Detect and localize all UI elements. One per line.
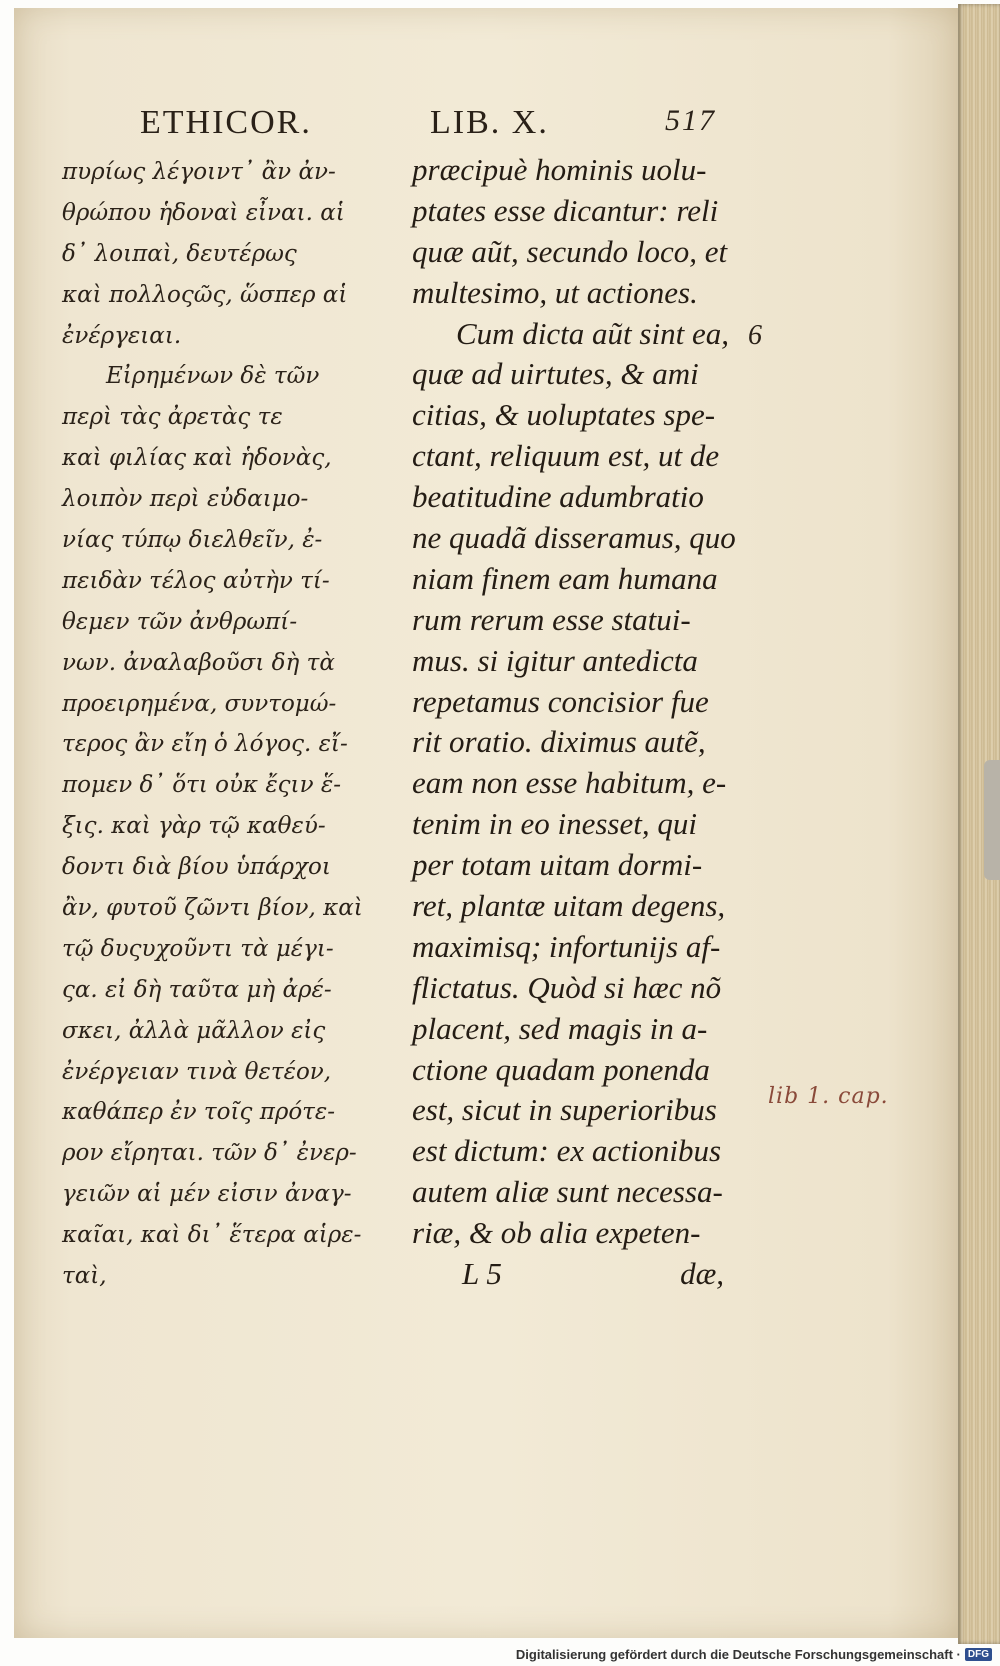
greek-line: σκει, ἀλλὰ μᾶλλον εἰς [62, 1017, 326, 1044]
latin-line: tenim in eo inesset, qui [412, 806, 697, 842]
greek-line: ξις. καὶ γὰρ τῷ καθεύ- [62, 813, 326, 840]
greek-line: ςα. εἰ δὴ ταῦτα μὴ ἀρέ- [62, 976, 332, 1003]
latin-line: rum rerum esse statui- [412, 601, 691, 637]
greek-line: ταὶ, [62, 1263, 107, 1290]
latin-line: eam non esse habitum, e- [412, 765, 727, 801]
latin-line: ctione quadam ponenda [412, 1051, 710, 1087]
greek-line: καθάπερ ἐν τοῖς πρότε- [62, 1099, 336, 1126]
greek-line: ἐνέργειαι. [62, 322, 182, 349]
greek-line: ρον εἴρηται. τῶν δ᾽ ἐνερ- [62, 1140, 357, 1167]
greek-line: δ᾽ λοιπαὶ, δευτέρως [62, 240, 297, 267]
greek-line: πειδὰν τέλος αὐτὴν τί- [62, 567, 330, 594]
greek-line: ἂν, φυτοῦ ζῶντι βίον, καὶ [62, 895, 363, 922]
handwritten-margin-note: lib 1. cap. [768, 1084, 889, 1109]
latin-line: citias, & uoluptates spe- [412, 397, 716, 433]
latin-line: est, sicut in superioribus [412, 1092, 717, 1128]
greek-line: δοντι διὰ βίου ὑπάρχοι [62, 854, 331, 881]
greek-line: τῷ δυςυχοῦντι τὰ μέγι- [62, 935, 334, 962]
catchline [412, 1254, 752, 1295]
greek-line: προειρημένα, συντομώ- [62, 690, 337, 717]
latin-line: placent, sed magis in a- [412, 1010, 708, 1046]
latin-line: mus. si igitur antedicta [412, 642, 698, 678]
greek-line: θεμεν τῶν ἀνθρωπί- [62, 608, 298, 635]
latin-line: niam finem eam humana [412, 560, 718, 596]
dfg-logo: DFG [965, 1648, 992, 1661]
latin-line: rit oratio. diximus autẽ, [412, 724, 706, 760]
latin-line: maximisq; infortunijs af- [412, 928, 721, 964]
latin-line: quæ ad uirtutes, & ami [412, 356, 699, 392]
latin-line: per totam uitam dormi- [412, 847, 703, 883]
latin-column [412, 150, 752, 1295]
latin-line: præcipuè hominis uolu- [412, 152, 707, 187]
greek-line: Εἰρημένων δὲ τῶν [106, 363, 320, 390]
latin-line: multesimo, ut actiones. [412, 274, 698, 310]
greek-line: καὶ φιλίας καὶ ἡδονὰς, [62, 445, 332, 472]
latin-line: riæ, & ob alia expeten- [412, 1215, 701, 1251]
greek-line: νων. ἀναλαβοῦσι δὴ τὰ [62, 649, 335, 676]
digitization-credit [516, 1647, 992, 1662]
latin-line: flictatus. Quòd si hæc nõ [412, 969, 722, 1005]
greek-column [62, 152, 402, 1297]
latin-line: ptates esse dicantur: reli [412, 192, 719, 228]
greek-line: πυρίως λέγοιντ᾽ ἂν ἀν- [62, 159, 336, 185]
signature-mark: L 5 [462, 1256, 502, 1292]
latin-line: Cum dicta aũt sint ea, [456, 315, 729, 351]
greek-line: καὶ πολλοςῶς, ὥσπερ αἱ [62, 281, 348, 308]
running-head-title: ETHICOR. [140, 104, 312, 141]
credit-text: Digitalisierung gefördert durch die Deutsche Forschungsgemeinschaft · [515, 1647, 961, 1662]
greek-line: θρώπου ἡδοναὶ εἶναι. αἱ [62, 199, 345, 226]
latin-line: beatitudine adumbratio [412, 479, 704, 515]
greek-line: γειῶν αἱ μέν εἰσιν ἀναγ- [62, 1181, 352, 1208]
running-head-book: LIB. X. [430, 104, 549, 141]
section-number: 6 [748, 320, 762, 351]
greek-line: πομεν δ᾽ ὅτι οὐκ ἔςιν ἕ- [62, 772, 341, 799]
catchword: dæ, [680, 1256, 724, 1292]
latin-line: ret, plantæ uitam degens, [412, 888, 726, 924]
greek-line: καῖαι, καὶ δι᾽ ἕτερα αἱρε- [62, 1222, 362, 1249]
latin-line: repetamus concisior fue [412, 683, 709, 719]
greek-line: περὶ τὰς ἀρετὰς τε [62, 404, 283, 431]
latin-line: autem aliæ sunt necessa- [412, 1174, 723, 1210]
greek-line: ἐνέργειαν τινὰ θετέον, [62, 1058, 332, 1085]
scanner-clip [984, 760, 1000, 880]
latin-line: ne quadã disseramus, quo [412, 520, 736, 556]
page-number: 517 [665, 104, 716, 137]
latin-line: quæ aũt, secundo loco, et [412, 233, 728, 269]
greek-line: τερος ἂν εἴη ὁ λόγος. εἴ- [62, 731, 348, 758]
greek-line: λοιπὸν περὶ εὐδαιμο- [62, 486, 309, 513]
greek-line: νίας τύπῳ διελθεῖν, ἐ- [62, 527, 323, 554]
latin-line: est dictum: ex actionibus [412, 1133, 722, 1169]
latin-line: ctant, reliquum est, ut de [412, 438, 720, 474]
